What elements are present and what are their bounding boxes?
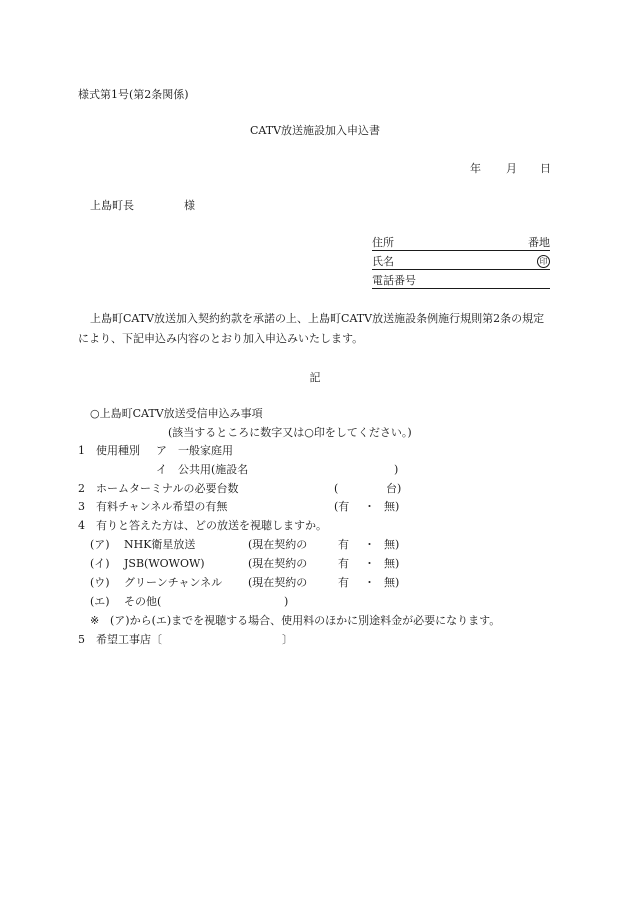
- page-title: CATV放送施設加入申込書: [249, 124, 381, 137]
- channel-no[interactable]: 無): [384, 576, 400, 589]
- item2-label: ホームターミナルの必要台数: [96, 482, 239, 495]
- channel-mark: (イ): [90, 557, 110, 570]
- date-day: 日: [540, 162, 551, 175]
- address-field[interactable]: [372, 236, 550, 251]
- form-number: 様式第1号(第2条関係): [78, 88, 189, 101]
- address-label: 住所: [372, 236, 394, 249]
- channel-name: JSB(WOWOW): [124, 557, 205, 570]
- ki-marker: 記: [309, 371, 321, 384]
- channel-mark: (ウ): [90, 576, 110, 589]
- channel-mark: (ア): [90, 538, 110, 551]
- channel-yes[interactable]: 有: [338, 576, 349, 589]
- name-field[interactable]: [372, 255, 550, 270]
- channel-yes[interactable]: 有: [338, 538, 349, 551]
- name-label: 氏名: [372, 255, 394, 268]
- addressee-honorific: 様: [184, 199, 195, 212]
- item3-label: 有料チャンネル希望の有無: [96, 500, 228, 513]
- item3-number: 3: [78, 500, 85, 513]
- phone-field[interactable]: [372, 274, 550, 289]
- item5-close: 〕: [282, 633, 293, 646]
- channel-other-mark: (エ): [90, 595, 110, 608]
- item2-open-paren: (: [334, 482, 339, 495]
- section-heading: ○上島町CATV放送受信申込み事項: [90, 407, 263, 420]
- channel-yes[interactable]: 有: [338, 557, 349, 570]
- intro-paragraph: 上島町CATV放送加入契約約款を承諾の上、上島町CATV放送施設条例施行規則第2条の規定により、下記申込み内容のとおり加入申込みいたします。: [78, 312, 545, 345]
- seal-mark: 印: [537, 255, 550, 268]
- channel-dot: ・: [364, 538, 375, 551]
- section-note: (該当するところに数字又は○印をしてください。): [168, 426, 412, 439]
- item5-number: 5: [78, 633, 85, 646]
- date-month: 月: [506, 162, 517, 175]
- date-year: 年: [470, 162, 481, 175]
- item1-option-a[interactable]: ア 一般家庭用: [156, 444, 233, 457]
- item3-yes[interactable]: (有: [334, 500, 350, 513]
- item1-number: 1: [78, 444, 85, 457]
- channel-other-label[interactable]: その他(: [124, 595, 162, 608]
- channel-dot: ・: [364, 576, 375, 589]
- phone-label: 電話番号: [372, 274, 416, 287]
- remark-text: (ア)から(エ)までを視聴する場合、使用料のほかに別途料金が必要になります。: [110, 614, 501, 627]
- channel-name: グリーンチャンネル: [124, 576, 223, 589]
- item2-unit: 台): [386, 482, 402, 495]
- item3-no[interactable]: 無): [384, 500, 400, 513]
- addressee-name: 上島町長: [90, 199, 134, 212]
- item2-number: 2: [78, 482, 85, 495]
- item4-label: 有りと答えた方は、どの放送を視聴しますか。: [96, 519, 327, 532]
- channel-dot: ・: [364, 557, 375, 570]
- channel-status: (現在契約の: [248, 538, 308, 551]
- item1-close-paren: ): [394, 463, 399, 476]
- channel-no[interactable]: 無): [384, 557, 400, 570]
- channel-name: NHK衛星放送: [124, 538, 196, 551]
- item3-dot: ・: [364, 500, 375, 513]
- item1-option-i[interactable]: イ 公共用(施設名: [156, 463, 249, 476]
- channel-other-close: ): [284, 595, 289, 608]
- item4-number: 4: [78, 519, 85, 532]
- item1-label: 使用種別: [96, 444, 140, 457]
- channel-status: (現在契約の: [248, 557, 308, 570]
- address-suffix: 番地: [528, 236, 550, 249]
- remark-mark: ※: [90, 614, 100, 627]
- item5-label[interactable]: 希望工事店〔: [96, 633, 162, 646]
- channel-no[interactable]: 無): [384, 538, 400, 551]
- channel-status: (現在契約の: [248, 576, 308, 589]
